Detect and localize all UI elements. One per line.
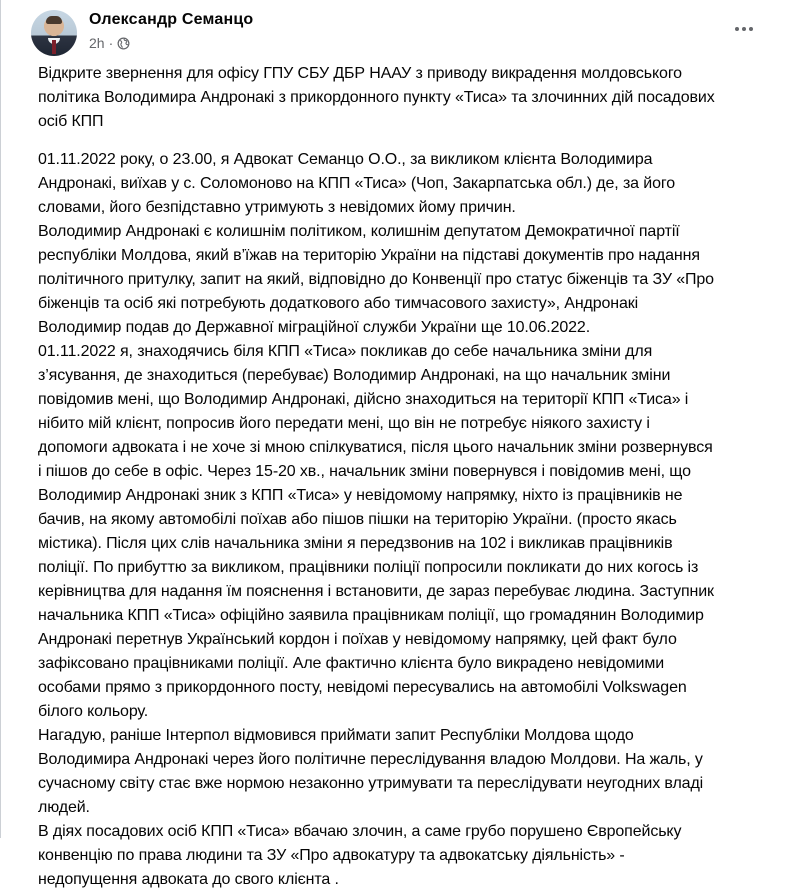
post-time[interactable]: 2h bbox=[89, 35, 105, 51]
separator-dot: · bbox=[108, 35, 114, 51]
post-text bbox=[38, 62, 768, 892]
post-paragraph-body: 01.11.2022 року, о 23.00, я Адвокат Семанцо О.О., за викликом клієнта Володимира Андронакі, виїхав у с. Соломоново на КПП «Тиса» (Чоп, Закарпатська обл.) де, за його словами, його безпідставно утримують з невідомих йому причин. Володимир Андронакі є колишнім політиком, колишнім депутатом Демократичної партії республіки Молдова, який в’їжав на територію України на підставі документів про надання політичного притулку, запит на який, відповідно до Конвенції про статус біженців та ЗУ «Про біженців та осіб які потребують додаткового або тимчасового захисту», Андронакі Володимир подав до Державної міграційної служби України ще 10.06.2022. 01.11.2022 я, знаходячись біля КПП «Тиса» покликав до себе начальника зміни для з’ясування, де знаходиться (перебуває) Володимир Андронакі, на що начальник зміни повідомив мені, що Володимир Андронакі, дійсно знаходиться на території КПП «Тиса» і нібито мій клієнт, попросив його передати мені, що він не потребує ніякого захисту і допомоги адвоката і не хоче зі мною спілкуватися, після цього начальник зміни розвернувся і пішов до себе в офіс. Через 15-20 хв., начальник зміни повернувся і повідомив мені, що Володимир Андронакі зник з КПП «Тиса» у невідомому напрямку, ніхто із працівників не бачив, на якому автомобілі поїхав або пішов пішки на територію України. (просто якась містика). Після цих слів начальника зміни я передзвонив на 102 і викликав працівників поліції. По прибуттю за викликом, працівники поліції попросили покликати до них когось із керівництва для надання їм пояснення і встановити, де зараз перебуває людина. Заступник начальника КПП «Тиса» офіційно заявила працівникам поліції, що громадянин Володимир Андронакі перетнув Український кордон і поїхав у невідомому напрямку, цей факт було зафіксовано працівниками поліції. Але фактично клієнта було викрадено невідомими особами прямо з прикордонного посту, невідомі пересувались на автомобілі Volkswagen білого кольору. Нагадую, раніше Інтерпол відмовився приймати запит Республіки Молдова щодо Володимира Андронакі через його політичне переслідування владою Молдови. На жаль, у сучасному світу стає вже нормою незаконно утримувати та переслідувати неугодних владі людей. В діях посадових осіб КПП «Тиса» вбачаю злочин, а саме грубо порушено Європейську конвенцію по права людини та ЗУ «Про адвокатуру та адвокатську діяльність» - недопущення адвоката до свого клієнта . bbox=[38, 151, 714, 888]
more-options-icon[interactable] bbox=[730, 19, 758, 39]
post-meta bbox=[89, 9, 253, 52]
post-subline bbox=[89, 34, 253, 52]
post-header bbox=[31, 9, 253, 56]
post-paragraph-title: Відкрите звернення для офісу ГПУ СБУ ДБР НААУ з приводу викрадення молдовського політика Володимира Андронакі з прикордонного пункту «Тиса» та злочинних дій посадових осіб КПП bbox=[38, 65, 715, 130]
globe-icon[interactable] bbox=[117, 37, 130, 50]
author-name[interactable]: Олександр Семанцо bbox=[89, 11, 254, 28]
avatar[interactable] bbox=[31, 10, 77, 56]
